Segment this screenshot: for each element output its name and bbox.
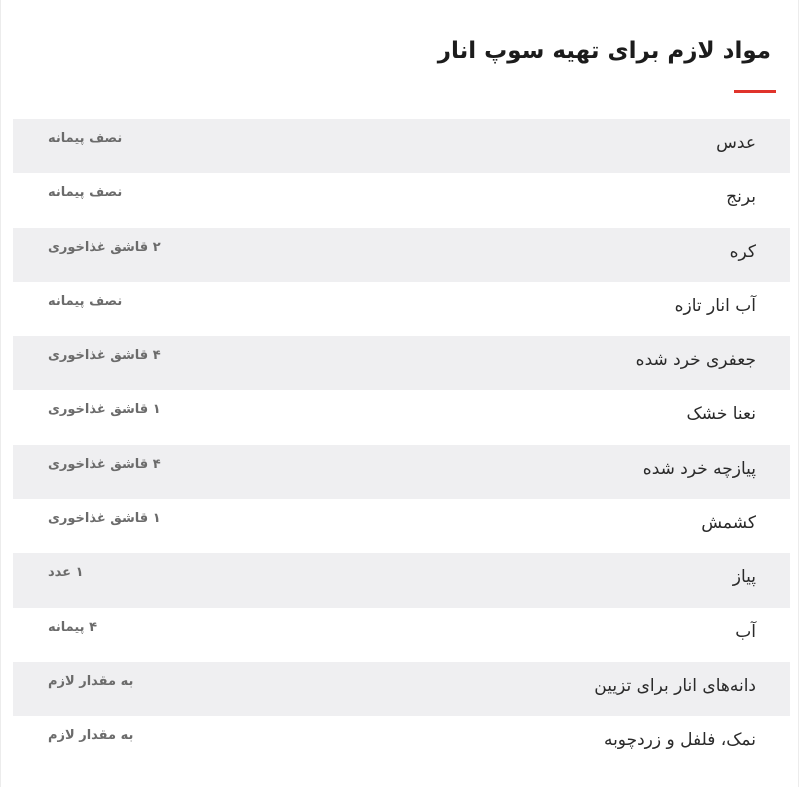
ingredient-amount: ۲ قاشق غذاخوری	[48, 239, 161, 255]
ingredient-name: دانه‌های انار برای تزیین	[594, 675, 756, 696]
ingredient-amount: نصف پیمانه	[48, 293, 123, 309]
table-row	[13, 499, 790, 553]
title-accent-underline	[734, 90, 776, 93]
ingredient-name: برنج	[726, 187, 756, 208]
ingredient-name: نعنا خشک	[686, 404, 756, 425]
table-row	[13, 445, 790, 499]
ingredient-name: کشمش	[701, 513, 756, 534]
table-row	[13, 608, 790, 662]
table-row	[13, 553, 790, 607]
ingredient-amount: به مقدار لازم	[48, 728, 134, 744]
ingredients-table	[13, 119, 790, 771]
ingredient-amount: ۱ قاشق غذاخوری	[48, 402, 161, 418]
ingredient-name: عدس	[716, 133, 756, 153]
ingredient-amount: به مقدار لازم	[48, 673, 134, 689]
ingredient-amount: نصف پیمانه	[48, 185, 123, 201]
table-row	[13, 119, 790, 173]
ingredient-amount: ۱ عدد	[48, 565, 84, 581]
ingredient-amount: ۴ قاشق غذاخوری	[48, 456, 161, 472]
ingredient-amount: ۴ قاشق غذاخوری	[48, 348, 161, 364]
ingredient-name: نمک، فلفل و زردچوبه	[603, 730, 756, 751]
ingredient-name: آب	[735, 621, 756, 642]
table-row	[13, 228, 790, 282]
table-row	[13, 173, 790, 227]
ingredient-name: آب انار تازه	[674, 295, 756, 316]
table-row	[13, 716, 790, 770]
table-row	[13, 390, 790, 444]
ingredient-name: پیازچه خرد شده	[642, 458, 756, 479]
table-row	[13, 662, 790, 716]
table-row	[13, 282, 790, 336]
ingredient-name: کره	[729, 241, 756, 262]
ingredient-name: جعفری خرد شده	[635, 350, 756, 371]
ingredient-amount: ۱ قاشق غذاخوری	[48, 511, 161, 527]
ingredient-name: پیاز	[732, 567, 756, 588]
table-row	[13, 336, 790, 390]
page-title: مواد لازم برای تهیه سوپ انار	[437, 38, 771, 64]
ingredient-amount: ۴ پیمانه	[48, 619, 98, 635]
ingredient-amount: نصف پیمانه	[48, 131, 123, 146]
